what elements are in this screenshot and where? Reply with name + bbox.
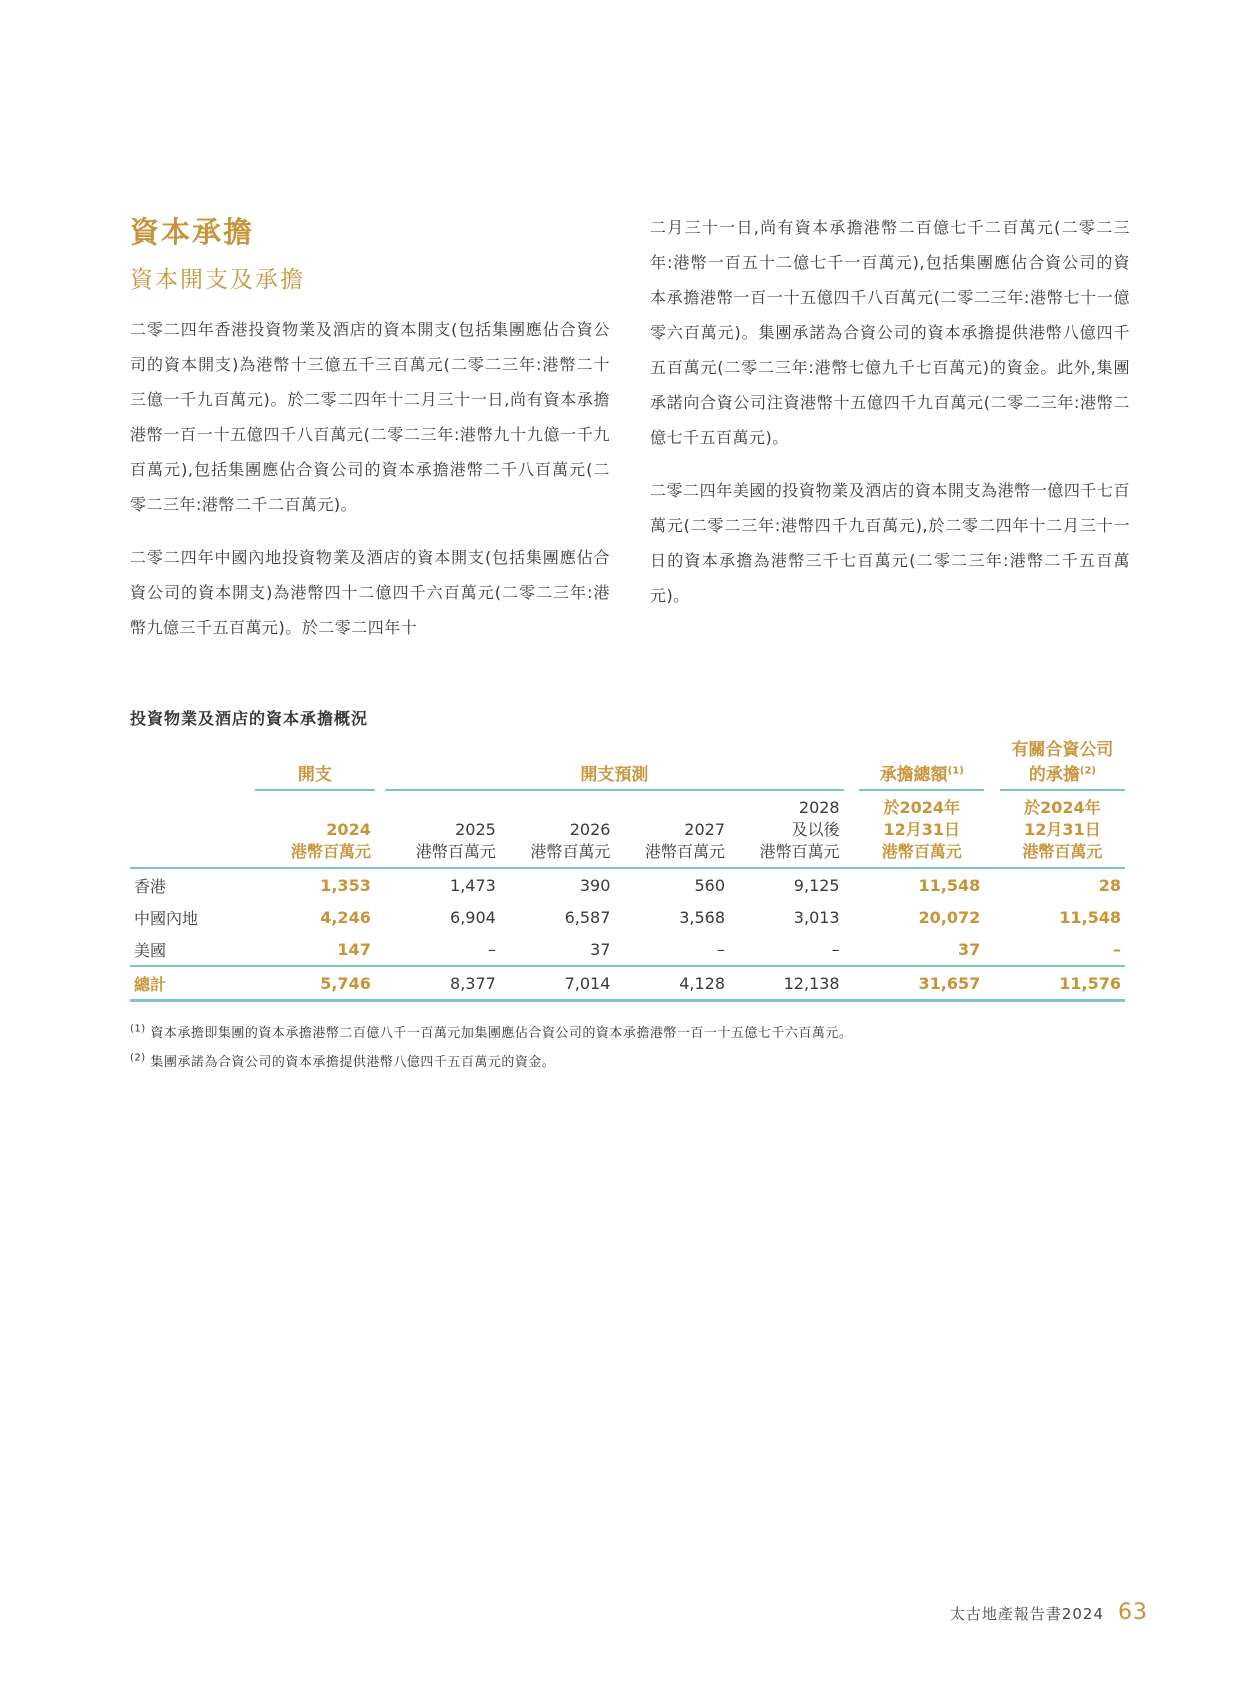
table-title: 投資物業及酒店的資本承擔概況	[130, 709, 369, 728]
group-jv-commitment: 有關合資公司 的承擔$^{(2)}$	[1000, 735, 1125, 790]
right-column	[650, 210, 1130, 631]
col-2027: 2027 港幣百萬元	[645, 820, 726, 861]
table-row: 香港 1,353 1,473 390 560 9,125 11,548 28	[134, 875, 1121, 896]
col-2024: 2024 港幣百萬元	[290, 820, 371, 861]
paragraph: 二零二四年香港投資物業及酒店的資本開支(包括集團應佔合資公司的資本開支)為港幣十三億五千三百萬元(二零二三年:港幣二十三億一千九百萬元)。於二零二四年十二月三十一日,尚有資本承擔港幣一百一十五億四千八百萬元(二零二三年:港幣九十九億一千九百萬元),包括集團應佔合資公司的資本承擔港幣二千八百萬元(二零二三年:港幣二千二百萬元)。	[130, 320, 610, 514]
table-group-header	[130, 735, 1125, 790]
table-row: 中國內地 4,246 6,904 6,587 3,568 3,013 20,072 11,548	[134, 907, 1121, 928]
commitment-table	[130, 735, 1125, 1002]
section-heading: 資本承擔	[130, 215, 255, 249]
footnotes	[130, 1022, 1125, 1080]
paragraph: 二零二四年美國的投資物業及酒店的資本開支為港幣一億四千七百萬元(二零二三年:港幣四千九百萬元),於二零二四年十二月三十一日的資本承擔為港幣三千七百萬元(二零二三年:港幣二千五百萬元)。	[650, 481, 1130, 605]
left-column	[130, 210, 610, 663]
col-2028: 2028 及以後 港幣百萬元	[759, 798, 840, 861]
footnote: $^{(1)}$ 資本承擔即集團的資本承擔港幣二百億八千一百萬元加集團應佔合資公司的資本承擔港幣一百一十五億七千六百萬元。	[130, 1023, 853, 1041]
paragraph: 二零二四年中國內地投資物業及酒店的資本開支(包括集團應佔合資公司的資本開支)為港幣四十二億四千六百萬元(二零二三年:港幣九億三千五百萬元)。於二零二四年十	[130, 548, 610, 637]
paragraph: 二月三十一日,尚有資本承擔港幣二百億七千二百萬元(二零二三年:港幣一百五十二億七千一百萬元),包括集團應佔合資公司的資本承擔港幣一百一十五億四千八百萬元(二零二三年:港幣七十一億零六百萬元)。集團承諾為合資公司的資本承擔提供港幣八億四千五百萬元(二零二三年:港幣七億九千七百萬元)的資金。此外,集團承諾向合資公司注資港幣十五億四千九百萬元(二零二三年:港幣二億七千五百萬元)。	[650, 218, 1130, 447]
col-total: 於2024年 12月31日 港幣百萬元	[881, 798, 962, 861]
report-title: 太古地產報告書2024	[949, 1605, 1104, 1623]
col-2026: 2026 港幣百萬元	[530, 820, 611, 861]
group-forecast: 開支預測	[385, 735, 843, 790]
table-sub-header	[130, 790, 1125, 868]
page-number: 63	[1118, 1600, 1148, 1625]
col-jv: 於2024年 12月31日 港幣百萬元	[1022, 798, 1103, 861]
table-total-row: 總計 5,746 8,377 7,014 4,128 12,138 31,657 11,576	[130, 966, 1125, 1001]
page-footer	[950, 1600, 1148, 1625]
col-2025: 2025 港幣百萬元	[415, 820, 496, 861]
table-row: 美國 147 – 37 – – 37 –	[134, 939, 1121, 960]
group-expenditure: 開支	[255, 735, 375, 790]
group-commitment-total: 承擔總額$^{(1)}$	[859, 735, 984, 790]
section-subheading: 資本開支及承擔	[130, 267, 305, 293]
footnote: $^{(2)}$ 集團承諾為合資公司的資本承擔提供港幣八億四千五百萬元的資金。	[130, 1052, 556, 1070]
